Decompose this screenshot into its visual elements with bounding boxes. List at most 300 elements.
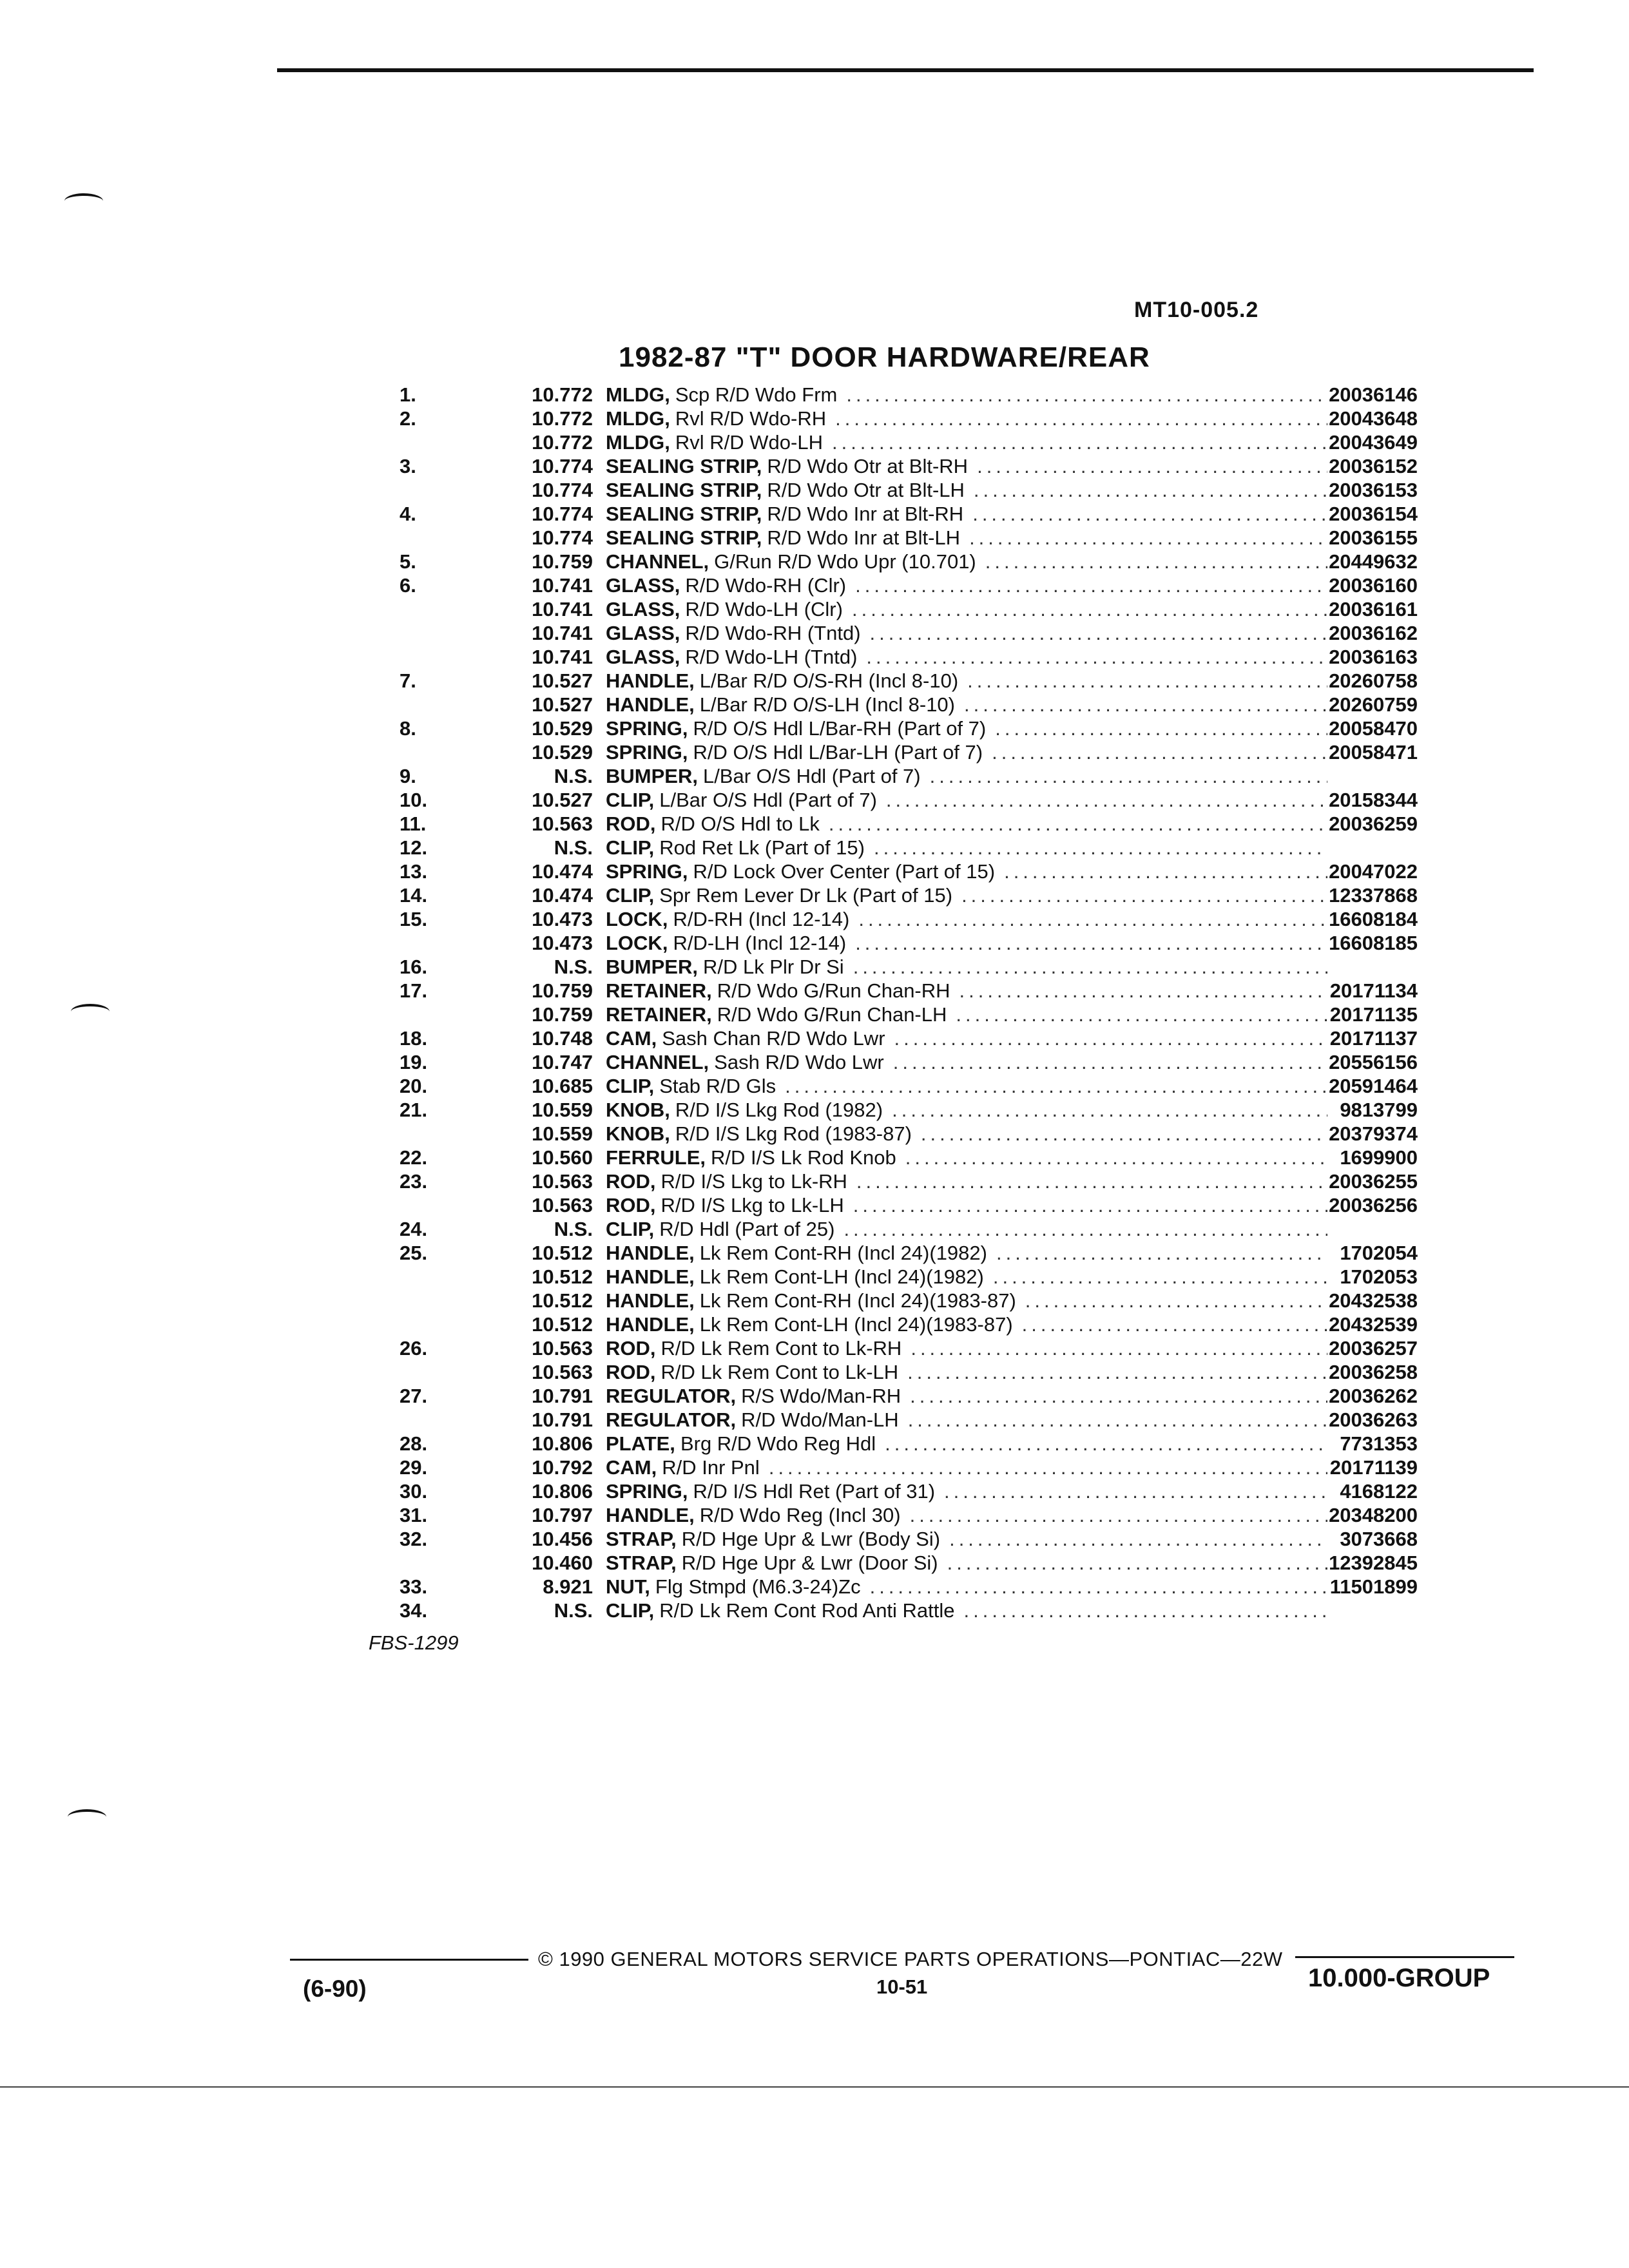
part-keyword: KNOB,	[606, 1099, 670, 1121]
part-number: 20036163	[1329, 646, 1418, 668]
part-text: Rvl R/D Wdo-LH	[675, 431, 823, 454]
group-number: 10.563	[532, 1361, 593, 1383]
leader-dots	[911, 1336, 1327, 1360]
part-keyword: CLIP,	[606, 836, 655, 859]
table-row	[361, 502, 1418, 526]
part-description	[606, 621, 1327, 645]
leader-dots	[993, 1265, 1327, 1289]
part-number: 20379374	[1329, 1122, 1418, 1145]
table-row	[361, 1289, 1418, 1312]
part-number: 20260759	[1329, 693, 1418, 716]
leader-dots	[964, 1599, 1327, 1622]
part-keyword: HANDLE,	[606, 1504, 695, 1526]
part-description	[606, 1551, 1327, 1575]
part-keyword: LOCK,	[606, 932, 668, 954]
part-text: R/D Wdo/Man-LH	[741, 1408, 899, 1431]
part-description	[606, 883, 1327, 907]
part-keyword: HANDLE,	[606, 1313, 695, 1336]
part-number: 3073668	[1340, 1528, 1418, 1550]
table-row	[361, 1098, 1418, 1122]
group-number: 10.473	[532, 908, 593, 930]
page-title: 1982-87 "T" DOOR HARDWARE/REAR	[619, 341, 1150, 373]
part-keyword: REGULATOR,	[606, 1408, 737, 1431]
table-row	[361, 1360, 1418, 1384]
part-description	[606, 597, 1327, 621]
group-number: 10.527	[532, 693, 593, 716]
item-number: 23.	[400, 1170, 428, 1193]
leader-dots	[995, 716, 1327, 740]
part-number: 1702053	[1340, 1265, 1418, 1288]
table-row	[361, 478, 1418, 502]
leader-dots	[870, 1575, 1327, 1599]
part-number: 20449632	[1329, 550, 1418, 573]
table-row	[361, 1408, 1418, 1432]
table-row	[361, 1003, 1418, 1026]
part-description	[606, 1217, 1327, 1241]
item-number: 12.	[400, 836, 428, 859]
group-number: 10.792	[532, 1456, 593, 1479]
part-number: 16608184	[1329, 908, 1418, 930]
part-number: 20171135	[1329, 1003, 1418, 1026]
group-number: 10.759	[532, 979, 593, 1002]
part-keyword: ROD,	[606, 812, 656, 835]
binder-mark-middle	[71, 1004, 110, 1019]
leader-dots	[930, 764, 1327, 788]
part-description	[606, 1432, 1327, 1456]
part-description	[606, 812, 1327, 836]
group-number: N.S.	[554, 1218, 593, 1240]
table-row	[361, 955, 1418, 979]
part-keyword: SEALING STRIP,	[606, 455, 762, 477]
group-number: 10.559	[532, 1099, 593, 1121]
part-keyword: SPRING,	[606, 1480, 688, 1503]
leader-dots	[832, 430, 1327, 454]
part-number: 20432538	[1329, 1289, 1418, 1312]
part-text: Lk Rem Cont-LH (Incl 24)(1983-87)	[699, 1313, 1013, 1336]
group-number: 10.563	[532, 1194, 593, 1216]
part-keyword: CHANNEL,	[606, 1051, 709, 1073]
part-number: 20556156	[1329, 1051, 1418, 1073]
binder-mark-top	[64, 193, 103, 209]
table-row	[361, 716, 1418, 740]
part-number: 20036262	[1329, 1385, 1418, 1407]
part-number: 20036258	[1329, 1361, 1418, 1383]
part-text: Rod Ret Lk (Part of 15)	[659, 836, 865, 859]
group-number: 10.685	[532, 1075, 593, 1097]
part-description	[606, 1384, 1327, 1408]
table-row	[361, 860, 1418, 883]
table-row	[361, 1503, 1418, 1527]
part-number: 20043649	[1329, 431, 1418, 454]
table-row	[361, 907, 1418, 931]
table-row	[361, 1217, 1418, 1241]
part-number: 20058471	[1329, 741, 1418, 764]
group-number: 8.921	[543, 1575, 593, 1598]
part-number: 4168122	[1340, 1480, 1418, 1503]
item-number: 31.	[400, 1504, 428, 1526]
leader-dots	[852, 597, 1327, 621]
part-keyword: GLASS,	[606, 598, 680, 620]
copyright-line: © 1990 GENERAL MOTORS SERVICE PARTS OPERATIONS—PONTIAC—22W	[538, 1948, 1283, 1970]
leader-dots	[856, 1169, 1327, 1193]
part-description	[606, 478, 1327, 502]
group-number: 10.563	[532, 1170, 593, 1193]
part-text: Lk Rem Cont-RH (Incl 24)(1983-87)	[699, 1289, 1016, 1312]
part-description	[606, 526, 1327, 550]
group-number: 10.460	[532, 1552, 593, 1574]
part-description	[606, 669, 1327, 693]
group-number: 10.791	[532, 1408, 593, 1431]
part-text: R/D Lk Plr Dr Si	[702, 956, 844, 978]
part-keyword: ROD,	[606, 1194, 656, 1216]
item-number: 20.	[400, 1075, 428, 1097]
item-number: 28.	[400, 1432, 428, 1455]
group-number: 10.747	[532, 1051, 593, 1073]
part-text: R/D I/S Lkg to Lk-RH	[660, 1170, 847, 1193]
part-keyword: LOCK,	[606, 908, 668, 930]
leader-dots	[885, 1432, 1327, 1456]
part-text: R/D Hdl (Part of 25)	[659, 1218, 835, 1240]
part-text: R/D Hge Upr & Lwr (Door Si)	[681, 1552, 938, 1574]
part-number: 12337868	[1329, 884, 1418, 907]
item-number: 21.	[400, 1099, 428, 1121]
part-number: 20036153	[1329, 479, 1418, 501]
table-row	[361, 1456, 1418, 1479]
part-number: 20348200	[1329, 1504, 1418, 1526]
part-keyword: CLIP,	[606, 884, 655, 907]
part-description	[606, 454, 1327, 478]
table-row	[361, 1146, 1418, 1169]
part-text: R/D I/S Hdl Ret (Part of 31)	[693, 1480, 936, 1503]
part-text: R/D Lk Rem Cont to Lk-RH	[660, 1337, 902, 1360]
part-text: R/D I/S Lk Rod Knob	[711, 1146, 896, 1169]
group-number: 10.806	[532, 1432, 593, 1455]
part-number: 20036259	[1329, 812, 1418, 835]
leader-dots	[855, 931, 1327, 955]
table-row	[361, 1432, 1418, 1456]
leader-dots	[972, 502, 1327, 526]
part-keyword: CHANNEL,	[606, 550, 709, 573]
item-number: 14.	[400, 884, 428, 907]
part-keyword: STRAP,	[606, 1528, 677, 1550]
part-description	[606, 764, 1327, 788]
part-text: G/Run R/D Wdo Upr (10.701)	[714, 550, 976, 573]
part-description	[606, 1241, 1327, 1265]
group-number: 10.456	[532, 1528, 593, 1550]
part-number: 20036255	[1329, 1170, 1418, 1193]
part-text: R/D-RH (Incl 12-14)	[673, 908, 850, 930]
leader-dots	[858, 907, 1327, 931]
part-keyword: SEALING STRIP,	[606, 526, 762, 549]
part-keyword: HANDLE,	[606, 1242, 695, 1264]
part-description	[606, 788, 1327, 812]
part-keyword: MLDG,	[606, 383, 670, 406]
leader-dots	[886, 788, 1327, 812]
table-row	[361, 669, 1418, 693]
table-row	[361, 979, 1418, 1003]
group-number: 10.512	[532, 1313, 593, 1336]
item-number: 4.	[400, 503, 416, 525]
part-text: Brg R/D Wdo Reg Hdl	[680, 1432, 876, 1455]
group-label: 10.000-GROUP	[1308, 1964, 1490, 1992]
table-row	[361, 812, 1418, 836]
part-text: Flg Stmpd (M6.3-24)Zc	[655, 1575, 861, 1598]
leader-dots	[785, 1074, 1327, 1098]
table-row	[361, 1551, 1418, 1575]
binder-mark-bottom	[68, 1809, 106, 1825]
leader-dots	[944, 1479, 1327, 1503]
leader-dots	[992, 740, 1327, 764]
table-row	[361, 883, 1418, 907]
leader-dots	[829, 812, 1327, 836]
group-number: 10.512	[532, 1289, 593, 1312]
group-number: 10.772	[532, 383, 593, 406]
part-keyword: HANDLE,	[606, 693, 695, 716]
part-text: Stab R/D Gls	[659, 1075, 776, 1097]
item-number: 17.	[400, 979, 428, 1002]
part-description	[606, 1336, 1327, 1360]
group-number: 10.748	[532, 1027, 593, 1050]
part-text: Lk Rem Cont-LH (Incl 24)(1982)	[699, 1265, 984, 1288]
part-description	[606, 550, 1327, 573]
part-text: L/Bar O/S Hdl (Part of 7)	[659, 789, 877, 811]
top-rule	[277, 68, 1534, 72]
table-row	[361, 621, 1418, 645]
table-row	[361, 454, 1418, 478]
group-number: 10.741	[532, 646, 593, 668]
group-number: 10.741	[532, 598, 593, 620]
part-description	[606, 573, 1327, 597]
part-text: R/D Wdo Inr at Blt-RH	[767, 503, 964, 525]
part-text: R/D I/S Lkg Rod (1982)	[675, 1099, 883, 1121]
part-description	[606, 1408, 1327, 1432]
group-number: 10.759	[532, 550, 593, 573]
group-number: N.S.	[554, 1599, 593, 1622]
leader-dots	[874, 836, 1327, 860]
date-code: (6-90)	[303, 1975, 367, 2002]
part-description	[606, 860, 1327, 883]
part-keyword: HANDLE,	[606, 669, 695, 692]
part-number: 20036154	[1329, 503, 1418, 525]
part-text: R/D Wdo G/Run Chan-LH	[717, 1003, 947, 1026]
part-keyword: NUT,	[606, 1575, 650, 1598]
part-number: 1699900	[1340, 1146, 1418, 1169]
group-number: 10.806	[532, 1480, 593, 1503]
item-number: 15.	[400, 908, 428, 930]
document-id: MT10-005.2	[1134, 298, 1259, 322]
page-number: 10-51	[876, 1975, 928, 1998]
part-number: 20036152	[1329, 455, 1418, 477]
part-text: R/D O/S Hdl L/Bar-LH (Part of 7)	[693, 741, 983, 764]
item-number: 32.	[400, 1528, 428, 1550]
table-row	[361, 383, 1418, 407]
part-text: Lk Rem Cont-RH (Incl 24)(1982)	[699, 1242, 987, 1264]
item-number: 16.	[400, 956, 428, 978]
group-number: 10.512	[532, 1242, 593, 1264]
table-row	[361, 1312, 1418, 1336]
part-text: R/D Wdo-LH (Tntd)	[685, 646, 858, 668]
part-description	[606, 1050, 1327, 1074]
group-number: 10.774	[532, 455, 593, 477]
part-keyword: CLIP,	[606, 1075, 655, 1097]
group-number: 10.797	[532, 1504, 593, 1526]
part-keyword: SPRING,	[606, 741, 688, 764]
leader-dots	[907, 1360, 1327, 1384]
table-row	[361, 573, 1418, 597]
part-text: R/D Wdo Reg (Incl 30)	[699, 1504, 901, 1526]
parts-list	[361, 383, 1418, 1622]
item-number: 34.	[400, 1599, 428, 1622]
leader-dots	[769, 1456, 1327, 1479]
part-text: R/D Wdo-LH (Clr)	[685, 598, 843, 620]
part-description	[606, 407, 1327, 430]
bottom-rule	[0, 2086, 1629, 2088]
item-number: 33.	[400, 1575, 428, 1598]
group-number: 10.563	[532, 812, 593, 835]
part-keyword: SEALING STRIP,	[606, 479, 762, 501]
item-number: 3.	[400, 455, 416, 477]
item-number: 13.	[400, 860, 428, 883]
part-number: 20058470	[1329, 717, 1418, 740]
leader-dots	[894, 1026, 1327, 1050]
group-number: 10.527	[532, 669, 593, 692]
part-number: 11501899	[1329, 1575, 1418, 1598]
part-number: 20036160	[1329, 574, 1418, 597]
part-keyword: MLDG,	[606, 407, 670, 430]
group-number: 10.774	[532, 479, 593, 501]
part-description	[606, 645, 1327, 669]
part-text: Sash Chan R/D Wdo Lwr	[662, 1027, 885, 1050]
part-keyword: SEALING STRIP,	[606, 503, 762, 525]
leader-dots	[846, 383, 1327, 407]
group-number: N.S.	[554, 836, 593, 859]
table-row	[361, 1265, 1418, 1289]
part-description	[606, 979, 1327, 1003]
figure-reference: FBS-1299	[369, 1631, 459, 1654]
table-row	[361, 740, 1418, 764]
leader-dots	[910, 1384, 1327, 1408]
part-keyword: BUMPER,	[606, 956, 698, 978]
part-keyword: CAM,	[606, 1456, 657, 1479]
item-number: 24.	[400, 1218, 428, 1240]
leader-dots	[996, 1241, 1327, 1265]
part-keyword: GLASS,	[606, 622, 680, 644]
table-row	[361, 836, 1418, 860]
part-description	[606, 1193, 1327, 1217]
table-row	[361, 1384, 1418, 1408]
part-number: 20260758	[1329, 669, 1418, 692]
part-description	[606, 502, 1327, 526]
item-number: 1.	[400, 383, 416, 406]
part-text: L/Bar O/S Hdl (Part of 7)	[702, 765, 921, 787]
part-number: 20036256	[1329, 1194, 1418, 1216]
part-keyword: FERRULE,	[606, 1146, 706, 1169]
part-keyword: CAM,	[606, 1027, 657, 1050]
part-text: R/D Inr Pnl	[662, 1456, 760, 1479]
part-text: R/D-LH (Incl 12-14)	[673, 932, 847, 954]
table-row	[361, 1026, 1418, 1050]
part-description	[606, 1456, 1327, 1479]
item-number: 7.	[400, 669, 416, 692]
part-description	[606, 1026, 1327, 1050]
group-number: 10.772	[532, 431, 593, 454]
part-number: 16608185	[1329, 932, 1418, 954]
part-keyword: PLATE,	[606, 1432, 675, 1455]
item-number: 19.	[400, 1051, 428, 1073]
part-description	[606, 1289, 1327, 1312]
table-row	[361, 1336, 1418, 1360]
part-description	[606, 716, 1327, 740]
table-row	[361, 1479, 1418, 1503]
part-number: 20036161	[1329, 598, 1418, 620]
item-number: 22.	[400, 1146, 428, 1169]
part-description	[606, 1265, 1327, 1289]
part-text: R/D I/S Lkg Rod (1983-87)	[675, 1122, 912, 1145]
part-text: R/D O/S Hdl L/Bar-RH (Part of 7)	[693, 717, 987, 740]
part-keyword: HANDLE,	[606, 1289, 695, 1312]
group-number: 10.759	[532, 1003, 593, 1026]
footer-rule-right	[1295, 1956, 1514, 1958]
group-number: 10.512	[532, 1265, 593, 1288]
part-text: R/D Wdo Inr at Blt-LH	[767, 526, 961, 549]
part-text: R/D I/S Lkg to Lk-LH	[660, 1194, 844, 1216]
part-number: 20171137	[1329, 1027, 1418, 1050]
item-number: 6.	[400, 574, 416, 597]
item-number: 25.	[400, 1242, 428, 1264]
group-number: 10.559	[532, 1122, 593, 1145]
part-text: L/Bar R/D O/S-RH (Incl 8-10)	[699, 669, 959, 692]
part-number: 20047022	[1329, 860, 1418, 883]
leader-dots	[905, 1146, 1327, 1169]
leader-dots	[853, 955, 1327, 979]
item-number: 29.	[400, 1456, 428, 1479]
group-number: 10.560	[532, 1146, 593, 1169]
part-text: R/D Wdo Otr at Blt-LH	[767, 479, 965, 501]
part-keyword: ROD,	[606, 1170, 656, 1193]
leader-dots	[977, 454, 1327, 478]
table-row	[361, 1122, 1418, 1146]
part-keyword: ROD,	[606, 1361, 656, 1383]
leader-dots	[835, 407, 1327, 430]
leader-dots	[1022, 1312, 1327, 1336]
group-number: 10.774	[532, 526, 593, 549]
part-number: 9813799	[1340, 1099, 1418, 1121]
leader-dots	[967, 669, 1327, 693]
part-keyword: KNOB,	[606, 1122, 670, 1145]
part-text: R/D Hge Upr & Lwr (Body Si)	[681, 1528, 941, 1550]
part-number: 20158344	[1329, 789, 1418, 811]
part-keyword: SPRING,	[606, 717, 688, 740]
table-row	[361, 1599, 1418, 1622]
leader-dots	[870, 621, 1327, 645]
item-number: 10.	[400, 789, 428, 811]
part-text: R/D Wdo-RH (Tntd)	[685, 622, 861, 644]
part-description	[606, 1169, 1327, 1193]
group-number: 10.474	[532, 884, 593, 907]
part-description	[606, 430, 1327, 454]
group-number: 10.529	[532, 741, 593, 764]
part-description	[606, 1360, 1327, 1384]
leader-dots	[908, 1408, 1327, 1432]
part-description	[606, 1122, 1327, 1146]
part-text: R/D Wdo-RH (Clr)	[685, 574, 847, 597]
part-text: Spr Rem Lever Dr Lk (Part of 15)	[659, 884, 953, 907]
table-row	[361, 764, 1418, 788]
leader-dots	[1025, 1289, 1327, 1312]
leader-dots	[969, 526, 1327, 550]
part-description	[606, 383, 1327, 407]
table-row	[361, 1241, 1418, 1265]
